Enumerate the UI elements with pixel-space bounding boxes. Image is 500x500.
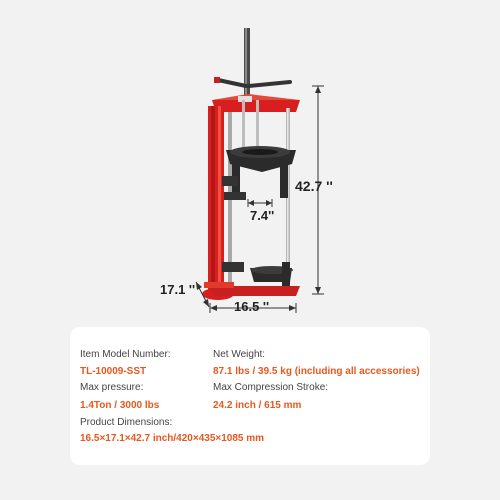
width-dimension-label: 16.5 '' xyxy=(234,299,270,314)
product-dimensions-value: 16.5×17.1×42.7 inch/420×435×1085 mm xyxy=(80,433,265,444)
inner-width-dimension-label: 7.4'' xyxy=(250,208,275,223)
max-stroke-label: Max Compression Stroke: xyxy=(213,382,329,393)
specifications-card xyxy=(70,327,430,465)
max-pressure-label: Max pressure: xyxy=(80,382,144,393)
net-weight-value: 87.1 lbs / 39.5 kg (including all accessories) xyxy=(213,366,420,377)
red-column xyxy=(208,106,224,296)
max-pressure-value: 1.4Ton / 3000 lbs xyxy=(80,400,160,411)
left-handle xyxy=(218,80,246,86)
depth-dimension-label: 17.1 '' xyxy=(160,282,196,297)
height-dimension-label: 42.7 '' xyxy=(295,178,333,194)
product-dimensions-label: Product Dimensions: xyxy=(80,417,173,428)
max-stroke-value: 24.2 inch / 615 mm xyxy=(213,400,302,411)
right-handle xyxy=(249,82,290,86)
model-number-value: TL-10009-SST xyxy=(80,366,147,377)
net-weight-label: Net Weight: xyxy=(213,349,266,360)
model-number-label: Item Model Number: xyxy=(80,349,171,360)
